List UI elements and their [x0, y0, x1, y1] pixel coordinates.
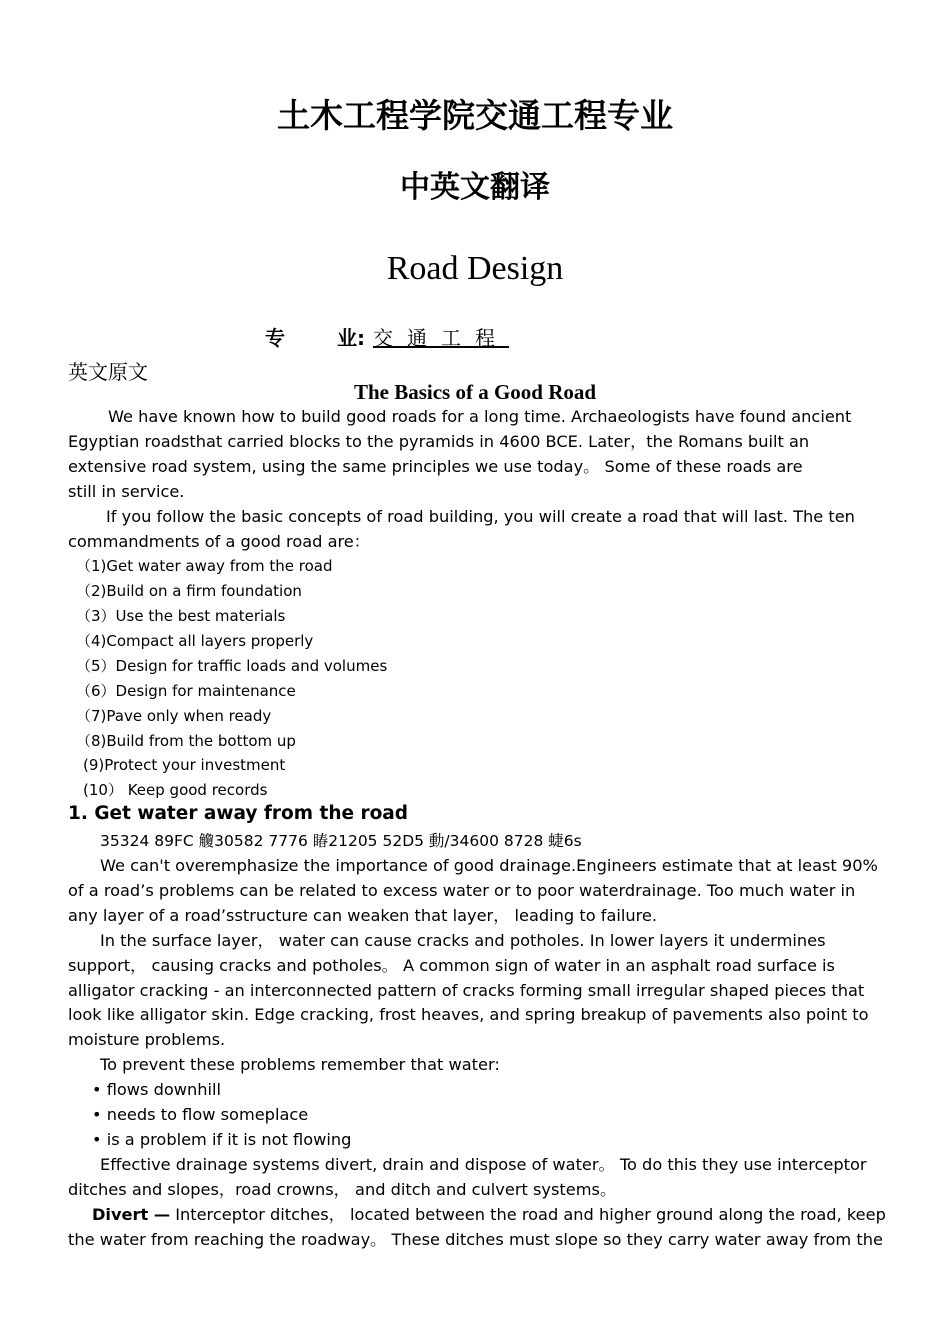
- s1-para2-line1: In the surface layer， water can cause cracks and potholes. In lower layers it undermines: [100, 931, 826, 950]
- divert-label: Divert —: [92, 1205, 171, 1224]
- intro-para2-line1: If you follow the basic concepts of road building, you will create a road that will last. The ten: [106, 507, 855, 526]
- list-item: (9)Protect your investment: [83, 756, 286, 774]
- list-item: • flows downhill: [92, 1080, 222, 1099]
- list-item: （1)Get water away from the road: [76, 557, 333, 575]
- list-item: （8)Build from the bottom up: [76, 732, 296, 750]
- s1-para3: To prevent these problems remember that water:: [100, 1055, 500, 1074]
- s1-para2-line4: look like alligator skin. Edge cracking, frost heaves, and spring breakup of pavements also point to: [68, 1005, 869, 1024]
- s1-para1-line2: of a road’s problems can be related to excess water or to poor waterdrainage. Too much water in: [68, 881, 856, 900]
- document-subtitle: 中英文翻译: [400, 170, 550, 205]
- list-item: • is a problem if it is not flowing: [92, 1130, 352, 1149]
- s1-para4-line1: Effective drainage systems divert, drain and dispose of water。 To do this they use interceptor: [100, 1155, 867, 1174]
- section1-code: 35324 89FC 觼30582 7776 睶21205 52D5 動/34600 8728 蜨6s: [100, 832, 582, 850]
- divert-line1: [92, 1202, 907, 1227]
- list-item: （4)Compact all layers properly: [76, 632, 314, 650]
- s1-para2-line5: moisture problems.: [68, 1030, 226, 1049]
- intro-para1-line1: We have known how to build good roads for a long time. Archaeologists have found ancient: [108, 407, 852, 426]
- s1-para2-line3: alligator cracking - an interconnected pattern of cracks forming small irregular shaped pieces that: [68, 981, 865, 1000]
- major-label-b: 业:: [337, 326, 365, 350]
- s1-para2-line2: support， causing cracks and potholes。 A common sign of water in an asphalt road surface is: [68, 956, 835, 975]
- intro-para1-line4: still in service.: [68, 482, 185, 501]
- document-title: 土木工程学院交通工程专业: [277, 96, 673, 135]
- paper-title: Road Design: [386, 250, 564, 287]
- list-item: （5）Design for traffic loads and volumes: [76, 657, 388, 675]
- list-item: （7)Pave only when ready: [76, 707, 272, 725]
- s1-para1-line3: any layer of a road’sstructure can weaken that layer， leading to failure.: [68, 906, 658, 925]
- list-item: • needs to flow someplace: [92, 1105, 309, 1124]
- divert-text: Interceptor ditches， located between the road and higher ground along the road, keep: [170, 1205, 886, 1224]
- list-item: (10） Keep good records: [83, 781, 268, 799]
- major-value: 交通工程: [373, 326, 509, 350]
- list-item: （2)Build on a firm foundation: [76, 582, 302, 600]
- intro-para1-line3: extensive road system, using the same principles we use today。 Some of these roads are: [68, 457, 803, 476]
- major-label-a: 专: [265, 326, 285, 350]
- list-item: （6）Design for maintenance: [76, 682, 296, 700]
- source-label: 英文原文: [68, 360, 148, 384]
- divert-line2: the water from reaching the roadway。 These ditches must slope so they carry water away from the: [68, 1230, 883, 1249]
- major-line: [265, 322, 509, 351]
- section1-title: 1. Get water away from the road: [68, 803, 409, 824]
- intro-para2-line2: commandments of a good road are：: [68, 532, 370, 551]
- s1-para4-line2: ditches and slopes，road crowns， and ditch and culvert systems。: [68, 1180, 617, 1199]
- intro-para1-line2: Egyptian roadsthat carried blocks to the pyramids in 4600 BCE. Later，the Romans built an: [68, 432, 810, 451]
- list-item: （3）Use the best materials: [76, 607, 286, 625]
- s1-para1-line1: We can't overemphasize the importance of good drainage.Engineers estimate that at least 90%: [100, 856, 878, 875]
- section-heading: The Basics of a Good Road: [353, 380, 597, 404]
